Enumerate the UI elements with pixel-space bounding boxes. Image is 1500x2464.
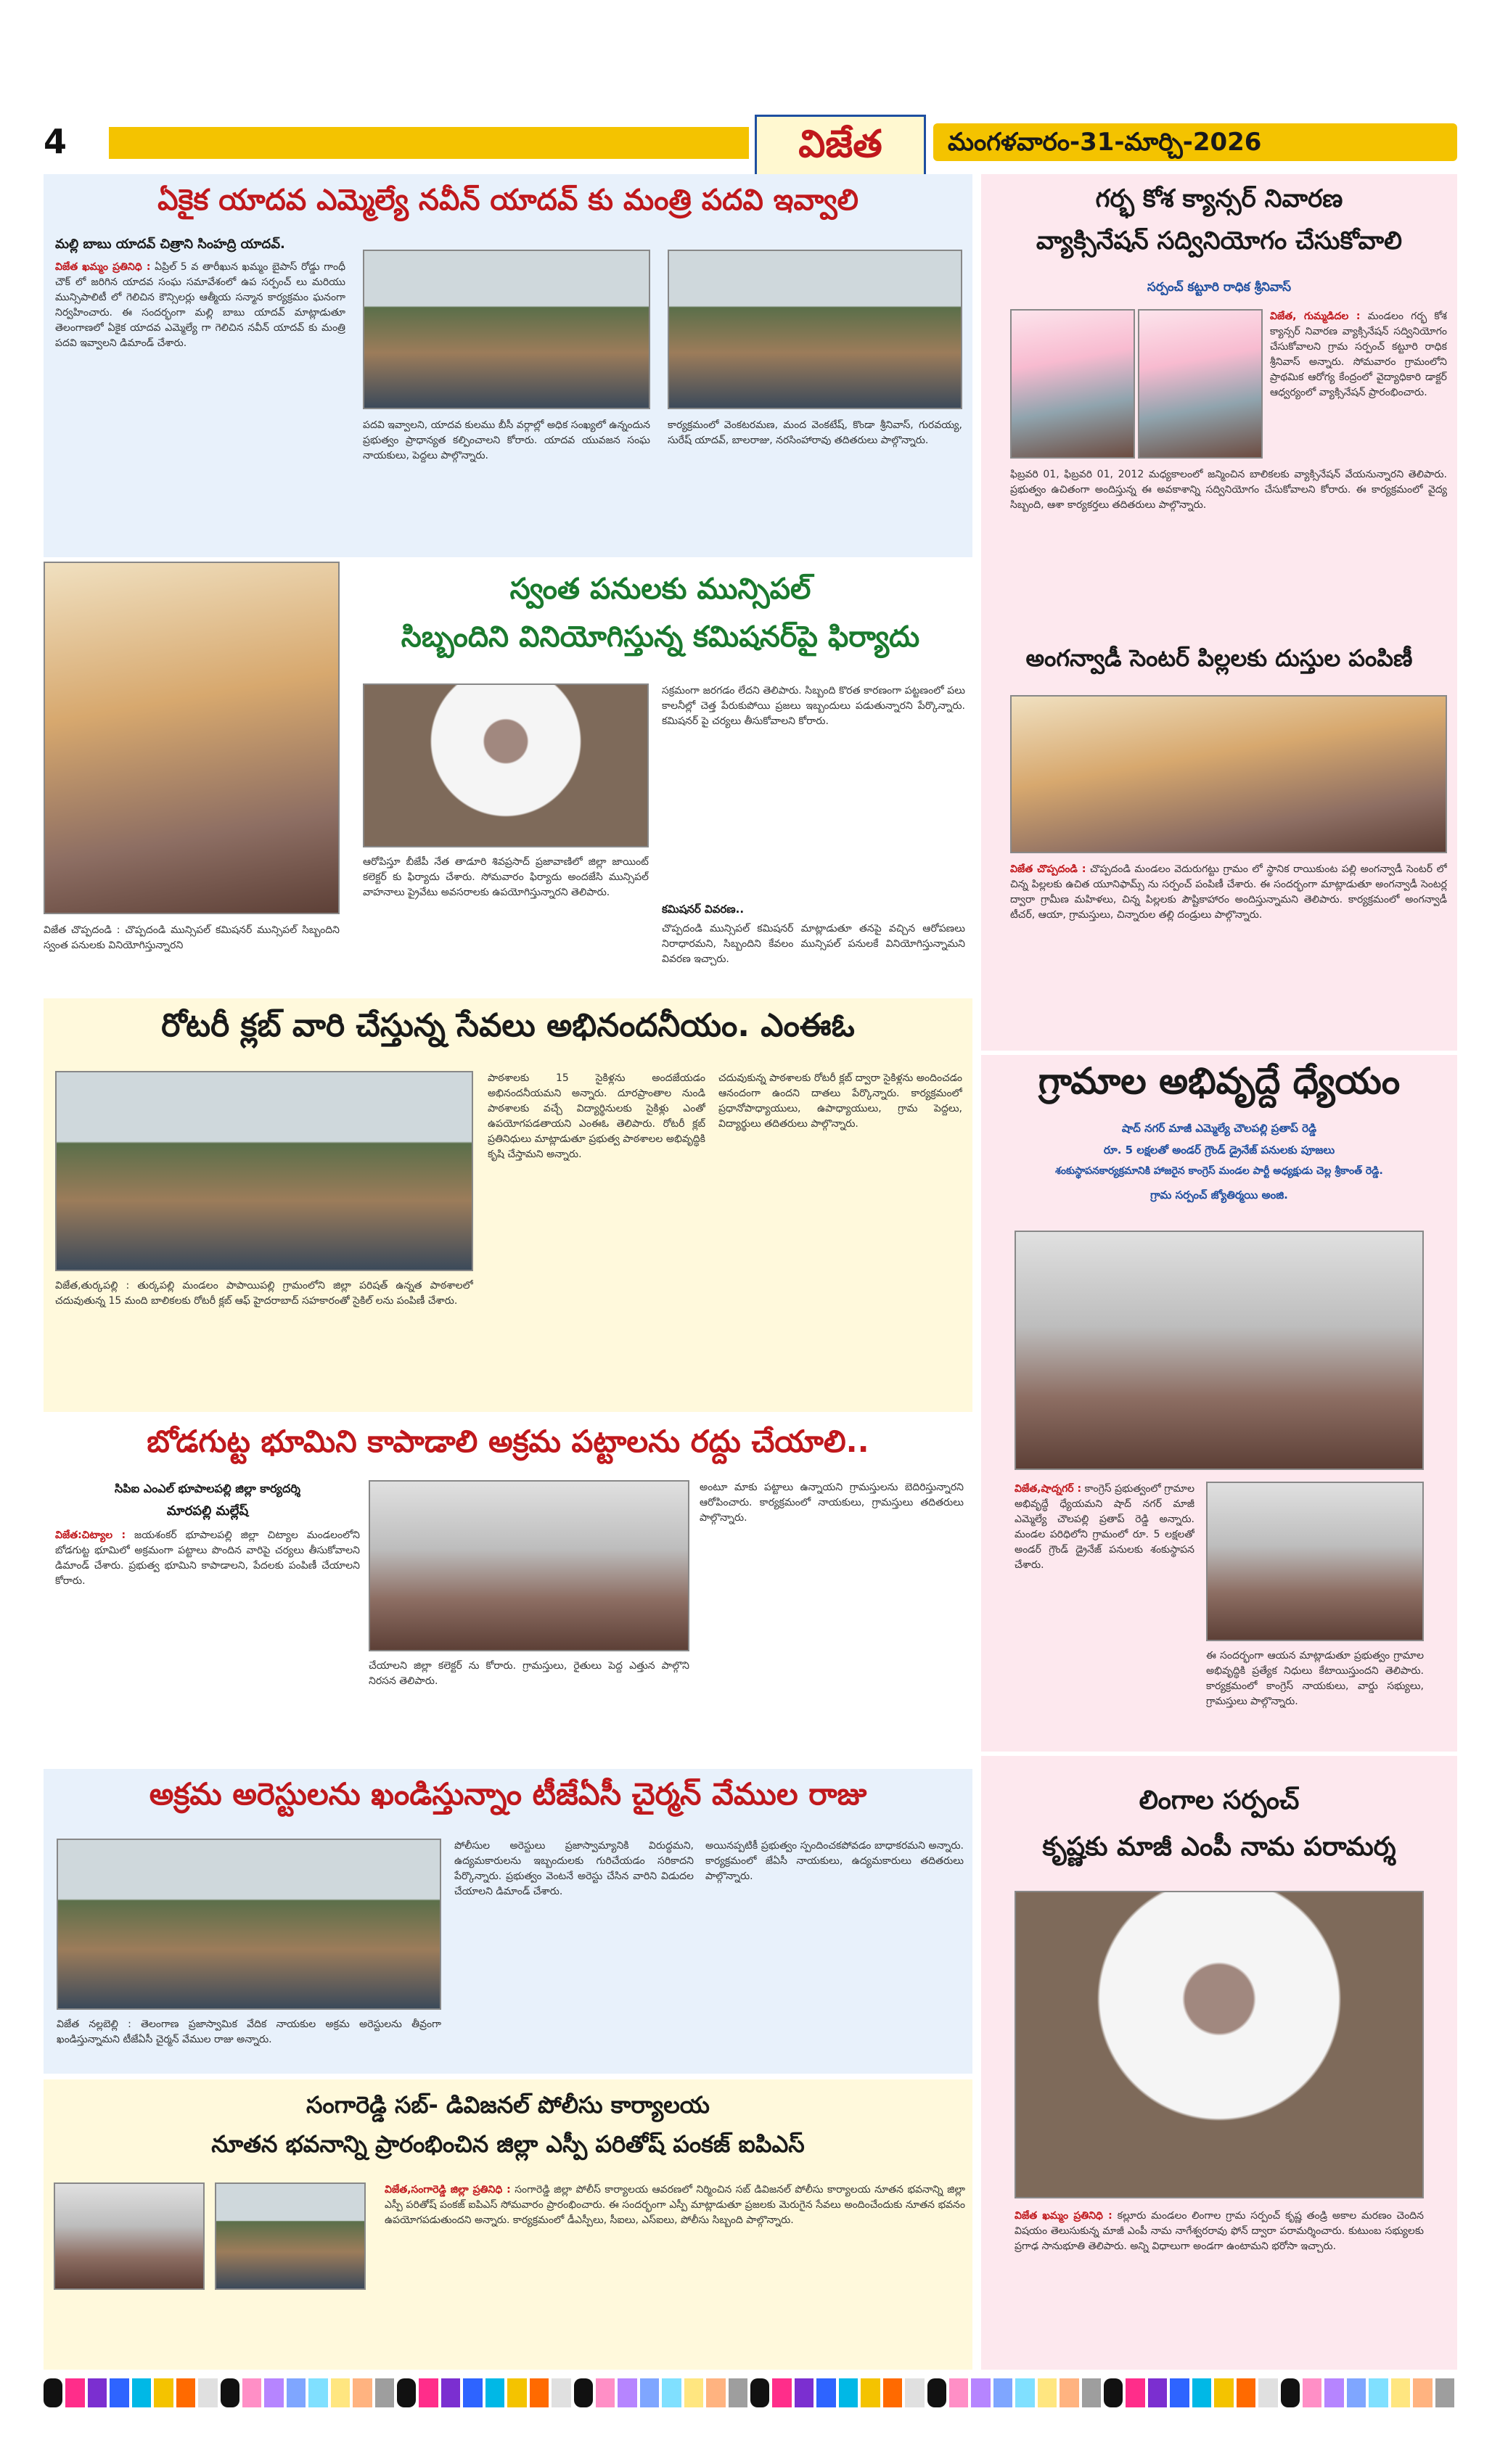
article-municipal-body-2: సక్రమంగా జరగడం లేదని తెలిపారు. సిబ్బంది కొరత కారణంగా పట్టణంలో పలు కాలనీల్లో చెత్త పేరుకుపోయి ప్రజలు ఇబ్బందులు పడుతున్నారని పేర్కొన్నారు. కమిషనర్ పై చర్యలు తీసుకోవాలని కోరారు. xyxy=(662,685,965,727)
article-bodagutta-text-1: జయశంకర్ భూపాలపల్లి జిల్లా చిట్యాల మండలంలోని బోడగుట్ట భూమిలో అక్రమంగా పట్టాలు పొందిన వారిపై చర్యలు తీసుకోవాలని డిమాండ్ చేశారు. ప్రభుత్వ భూమిని కాపాడాలని, పేదలకు పంపిణీ చేయాలని కోరారు. xyxy=(55,1529,360,1587)
article-anganwadi-photo xyxy=(1010,695,1447,853)
article-police-dateline: విజేత,సంగారెడ్డి జిల్లా ప్రతినిధి : xyxy=(385,2184,511,2196)
article-bodagutta-body-2: చేయాలని జిల్లా కలెక్టర్ ను కోరారు. గ్రామస్తులు, రైతులు పెద్ద ఎత్తున పాల్గొని నిరసన తెలిపారు. xyxy=(369,1660,689,1687)
article-cancer-headline-line-1: గర్భ కోశ క్యాన్సర్ నివారణ xyxy=(1095,184,1343,213)
color-swatch xyxy=(1192,2378,1211,2407)
color-swatch xyxy=(816,2378,835,2407)
article-arrests-caption: విజేత నల్లబెల్లి : తెలంగాణ ప్రజాస్వామిక వేదిక నాయకుల అక్రమ అరెస్టులను తీవ్రంగా ఖండిస్తున్నామని టీజేఏసీ చైర్మన్ వేముల రాజు అన్నారు. xyxy=(57,2019,441,2045)
color-swatch xyxy=(1060,2378,1078,2407)
article-anganwadi-body xyxy=(1010,862,1447,1043)
article-village-sub-2: రూ. 5 లక్షలతో అండర్ గ్రౌండ్ డ్రైనేజ్ పనులకు పూజలు xyxy=(1103,1143,1335,1157)
color-swatch xyxy=(1104,2378,1123,2407)
article-municipal-body-1: ఆరోపిస్తూ బీజేపీ నేత తాడూరి శివప్రసాద్ ప్రజావాణిలో జిల్లా జాయింట్ కలెక్టర్ కు ఫిర్యాదు చేశారు. సోమవారం ఫిర్యాదు అందజేసి మున్సిపల్ వాహనాలు ప్రైవేటు అవసరాలకు ఉపయోగిస్తున్నారని తెలిపారు. xyxy=(363,856,649,898)
color-swatch xyxy=(640,2378,659,2407)
article-yadav-body-2: పదవి ఇవ్వాలని, యాదవ కులము బీసీ వర్గాల్లో అధిక సంఖ్యలో ఉన్నందున ప్రభుత్వం ప్రాధాన్యత కల్పించాలని కోరారు. యాదవ యువజన సంఘ నాయకులు, పెద్దలు పాల్గొన్నారు. xyxy=(363,419,650,461)
color-swatch xyxy=(1126,2378,1144,2407)
article-cancer-headline-line-2: వ్యాక్సినేషన్ సద్వినియోగం చేసుకోవాలి xyxy=(1036,226,1403,255)
color-swatch xyxy=(1391,2378,1410,2407)
color-swatch xyxy=(1237,2378,1255,2407)
article-yadav-text-1: ఏప్రిల్ 5 వ తారీఖున ఖమ్మం బైపాస్ రోడ్డు గాంధీ చౌక్ లో జరిగిన యాదవ సంఘ సమావేశంలో ఉప సర్పంచ్ లు మరియు మున్సిపాలిటీ లో గెలిచిన కౌన్సిలర్లు ఆత్మీయ సన్మాన కార్యక్రమం ఘనంగా నిర్వహించారు. ఈ సందర్భంగా మల్లి బాబు యాదవ్ మాట్లాడుతూ తెలంగాణలో ఏకైక యాదవ ఎమ్మెల్యే గా గెలిచిన నవీన్ యాదవ్ కు మంత్రి పదవి ఇవ్వాలని డిమాండ్ చేశారు. xyxy=(55,261,345,349)
article-bodagutta-photo xyxy=(369,1480,689,1651)
color-swatch xyxy=(729,2378,747,2407)
article-village-sub-3: శంకుస్థాపనకార్యక్రమానికి హాజరైన కాంగ్రెస్ మండల పార్టీ అధ్యక్షుడు చెల్ల శ్రీకాంత్ రెడ్డి. xyxy=(1055,1165,1383,1177)
article-police-photo-2 xyxy=(215,2182,366,2290)
color-swatch xyxy=(463,2378,482,2407)
color-swatch xyxy=(441,2378,460,2407)
color-swatch xyxy=(1015,2378,1034,2407)
color-swatch xyxy=(706,2378,725,2407)
article-municipal-headline-line-2: సిబ్బందిని వినియోగిస్తున్న కమిషనర్‌పై ఫిర్యాదు xyxy=(401,620,920,654)
color-swatch xyxy=(1435,2378,1454,2407)
article-lingala xyxy=(981,1756,1457,2370)
color-swatch xyxy=(552,2378,570,2407)
article-bodagutta-sub-2: మారపల్లి మల్లేష్ xyxy=(166,1503,249,1519)
article-anganwadi-headline: అంగన్వాడీ సెంటర్ పిల్లలకు దుస్తుల పంపిణీ xyxy=(1025,644,1413,672)
color-swatch xyxy=(1082,2378,1101,2407)
color-swatch xyxy=(154,2378,173,2407)
article-rotary-body-2: చదువుకున్న పాఠశాలకు రోటరీ క్లబ్ ద్వారా సైకిళ్లను అందించడం ఆనందంగా ఉందని దాతలు పేర్కొన్నారు. కార్యక్రమంలో ప్రధానోపాధ్యాయులు, ఉపాధ్యాయులు, గ్రామ పెద్దలు, విద్యార్థులు తదితరులు పాల్గొన్నారు. xyxy=(718,1072,962,1130)
color-swatch xyxy=(65,2378,84,2407)
article-police-body xyxy=(385,2182,965,2364)
article-yadav xyxy=(44,174,972,557)
color-swatch xyxy=(242,2378,261,2407)
header-bar xyxy=(109,127,749,159)
article-arrests-headline: అక్రమ అరెస్టులను ఖండిస్తున్నాం టీజేఏసీ చైర్మన్ వేముల రాజు xyxy=(149,1776,867,1812)
article-village-body-1 xyxy=(1015,1482,1194,1747)
article-arrests-body-2: అయినప్పటికీ ప్రభుత్వం స్పందించకపోవడం బాధాకరమని అన్నారు. కార్యక్రమంలో జేఏసీ నాయకులు, ఉద్యమకారులు తదితరులు పాల్గొన్నారు. xyxy=(705,1840,964,1882)
article-municipal xyxy=(44,562,972,990)
article-municipal-photo-leader xyxy=(363,683,649,847)
article-police-headline-line-2: నూతన భవనాన్ని ప్రారంభించిన జిల్లా ఎస్పీ పరితోష్ పంకజ్ ఐపిఎస్ xyxy=(211,2130,805,2158)
article-yadav-body-3: కార్యక్రమంలో వెంకటరమణ, మంద వెంకటేష్, కొండా శ్రీనివాస్, గురవయ్య, సురేష్ యాదవ్, బాలరాజు, నరసింహారావు తదితరులు పాల్గొన్నారు. xyxy=(668,419,962,446)
article-bodagutta xyxy=(44,1419,972,1765)
color-swatch xyxy=(750,2378,769,2407)
article-bodagutta-headline: బోడగుట్ట భూమిని కాపాడాలి అక్రమ పట్టాలను రద్దు చేయాలి.. xyxy=(147,1424,869,1459)
article-lingala-text: కల్లూరు మండలం లింగాల గ్రామ సర్పంచ్ కృష్ణ తండ్రి అకాల మరణం చెందిన విషయం తెలుసుకున్న మాజీ ఎంపీ నామ నాగేశ్వరరావు ఫోన్ ద్వారా పరామర్శించారు. కుటుంబ సభ్యులకు ప్రగాఢ సానుభూతి తెలిపారు. అన్ని విధాలుగా అండగా ఉంటామని భరోసా ఇచ్చారు. xyxy=(1015,2210,1424,2252)
color-swatch xyxy=(221,2378,239,2407)
color-swatch xyxy=(574,2378,593,2407)
article-cancer-body-2: ఫిబ్రవరి 01, ఫిబ్రవరి 01, 2012 మధ్యకాలంలో జన్మించిన బాలికలకు వ్యాక్సినేషన్ వేయనున్నారని తెలిపారు. ప్రభుత్వం ఉచితంగా అందిస్తున్న ఈ అవకాశాన్ని సద్వినియోగం చేసుకోవాలని కోరారు. ఈ కార్యక్రమంలో వైద్య సిబ్బంది, ఆశా కార్యకర్తలు తదితరులు పాల్గొన్నారు. xyxy=(1010,469,1447,511)
color-swatch xyxy=(949,2378,968,2407)
color-swatch xyxy=(1369,2378,1388,2407)
color-swatch xyxy=(1347,2378,1366,2407)
article-municipal-body-3: చొప్పదండి మున్సిపల్ కమిషనర్ మాట్లాడుతూ తనపై వచ్చిన ఆరోపణలు నిరాధారమని, సిబ్బందిని కేవలం మున్సిపల్ పనులకే వినియోగిస్తున్నామని వివరణ ఇచ్చారు. xyxy=(662,923,965,965)
article-yadav-photo-2 xyxy=(668,250,962,409)
color-swatch xyxy=(861,2378,880,2407)
article-village-photo-1 xyxy=(1015,1231,1424,1470)
color-swatch xyxy=(662,2378,681,2407)
article-bodagutta-body-1 xyxy=(55,1528,360,1759)
article-lingala-body xyxy=(1015,2209,1424,2364)
color-swatch xyxy=(839,2378,858,2407)
color-swatch xyxy=(1258,2378,1277,2407)
color-swatch xyxy=(44,2378,62,2407)
color-swatch xyxy=(1038,2378,1057,2407)
article-rotary-headline: రోటరీ క్లబ్ వారి చేస్తున్న సేవలు అభినందనీయం. ఎంఈఓ xyxy=(161,1007,855,1044)
color-swatch xyxy=(88,2378,107,2407)
color-swatch xyxy=(1281,2378,1300,2407)
color-registration-strip xyxy=(44,2378,1457,2407)
color-swatch xyxy=(331,2378,350,2407)
article-police-text: సంగారెడ్డి జిల్లా పోలీస్ కార్యాలయ ఆవరణలో నిర్మించిన సబ్ డివిజనల్ పోలీసు కార్యాలయ నూతన భవనాన్ని జిల్లా ఎస్పీ పరితోష్ పంకజ్ ఐపిఎస్ సోమవారం ప్రారంభించారు. ఈ సందర్భంగా ఎస్పీ మాట్లాడుతూ ప్రజలకు మెరుగైన సేవలు అందించేందుకు నూతన భవనం ఉపయోగపడుతుందని అన్నారు. కార్యక్రమంలో డీఎస్పీలు, సీఐలు, ఎస్ఐలు, పోలీసు సిబ్బంది పాల్గొన్నారు. xyxy=(385,2184,965,2226)
article-village-sub-1: షాద్ నగర్ మాజీ ఎమ్మెల్యే చౌలపల్లి ప్రతాప్ రెడ్డి xyxy=(1121,1122,1317,1135)
color-swatch xyxy=(1324,2378,1343,2407)
article-yadav-headline: ఏకైక యాదవ ఎమ్మెల్యే నవీన్ యాదవ్ కు మంత్రి పదవి ఇవ్వాలి xyxy=(157,184,858,217)
article-bodagutta-body-3: అంటూ మాకు పట్టాలు ఉన్నాయని గ్రామస్తులను బెదిరిస్తున్నారని ఆరోపించారు. కార్యక్రమంలో నాయకులు, గ్రామస్తులు తదితరులు పాల్గొన్నారు. xyxy=(700,1482,964,1524)
color-swatch xyxy=(883,2378,902,2407)
article-cancer-photo-1 xyxy=(1010,309,1135,459)
color-swatch xyxy=(397,2378,416,2407)
article-yadav-body-1 xyxy=(55,260,345,550)
article-yadav-subheading: మల్లి బాబు యాదవ్ చిత్రాని సింహద్రి యాదవ్. xyxy=(55,237,285,252)
color-swatch xyxy=(485,2378,504,2407)
article-police-headline-line-1: సంగారెడ్డి సబ్- డివిజనల్ పోలీసు కార్యాలయ xyxy=(306,2091,710,2119)
article-police xyxy=(44,2079,972,2370)
article-arrests-body-1: పోలీసుల అరెస్టులు ప్రజాస్వామ్యానికి విరుద్ధమని, ఉద్యమకారులను ఇబ్బందులకు గురిచేయడం సరికాదని పేర్కొన్నారు. ప్రభుత్వం వెంటనే అరెస్టు చేసిన వారిని విడుదల చేయాలని డిమాండ్ చేశారు. xyxy=(454,1840,694,1897)
article-village-photo-2 xyxy=(1206,1482,1424,1641)
color-swatch xyxy=(530,2378,549,2407)
paper-masthead: విజేత xyxy=(755,115,926,177)
color-swatch xyxy=(618,2378,636,2407)
article-cancer xyxy=(981,174,1457,668)
color-swatch xyxy=(1170,2378,1189,2407)
issue-date: మంగళవారం-31-మార్చి-2026 xyxy=(933,123,1457,161)
color-swatch xyxy=(772,2378,791,2407)
article-cancer-subheading: సర్పంచ్ కట్టూరి రాధిక శ్రీనివాస్ xyxy=(1147,280,1292,295)
color-swatch xyxy=(287,2378,306,2407)
article-arrests xyxy=(44,1769,972,2074)
article-anganwadi-text: చొప్పదండి మండలం వెదురుగట్టు గ్రామం లో స్థానిక రాయికుంట పల్లి అంగన్వాడీ సెంటర్ లో చిన్న పిల్లలకు ఉచిత యూనిఫామ్స్ ను సర్పంచ్ పంపిణీ చేశారు. ఈ సందర్భంగా మాట్లాడుతూ అంగన్వాడీ సెంటర్ల ద్వారా గ్రామీణ మహిళలు, చిన్న పిల్లలకు పౌష్టికాహారం అందిస్తున్నామని తెలిపారు. కార్యక్రమంలో అంగన్వాడీ టీచర్, ఆయా, గ్రామస్తులు, చిన్నారుల తల్లి దండ్రులు పాల్గొన్నారు. xyxy=(1010,863,1447,921)
color-swatch xyxy=(1214,2378,1233,2407)
article-village-sub-4: గ్రామ సర్పంచ్ జ్యోతిర్మయి అంజి. xyxy=(1150,1188,1288,1202)
color-swatch xyxy=(353,2378,372,2407)
color-swatch xyxy=(110,2378,128,2407)
color-swatch xyxy=(132,2378,151,2407)
article-rotary-photo xyxy=(55,1071,473,1271)
color-swatch xyxy=(927,2378,946,2407)
article-rotary-caption: విజేత,తుర్కపల్లి : తుర్కపల్లి మండలం పాపాయిపల్లి గ్రామంలోని జిల్లా పరిషత్ ఉన్నత పాఠశాలలో చదువుతున్న 15 మంది బాలికలకు రోటరీ క్లబ్ ఆఫ్ హైదరాబాద్ సహకారంతో సైకిల్ లను పంపిణీ చేశారు. xyxy=(55,1280,473,1307)
article-village xyxy=(981,1055,1457,1752)
article-village-text-1: కాంగ్రెస్ ప్రభుత్వంలో గ్రామాల అభివృద్ధే ధ్యేయమని షాద్ నగర్ మాజీ ఎమ్మెల్యే చౌలపల్లి ప్రతాప్ రెడ్డి అన్నారు. మండల పరిధిలోని గ్రామంలో రూ. 5 లక్షలతో అండర్ గ్రౌండ్ డ్రైనేజ్ పనులకు శంకుస్థాపన చేశారు. xyxy=(1015,1483,1194,1571)
article-yadav-photo-1 xyxy=(363,250,650,409)
article-lingala-photo xyxy=(1015,1891,1424,2198)
color-swatch xyxy=(375,2378,394,2407)
article-village-body-2: ఈ సందర్భంగా ఆయన మాట్లాడుతూ ప్రభుత్వం గ్రామాల అభివృద్ధికి ప్రత్యేక నిధులు కేటాయిస్తుందని తెలిపారు. కార్యక్రమంలో కాంగ్రెస్ నాయకులు, వార్డు సభ్యులు, గ్రామస్తులు పాల్గొన్నారు. xyxy=(1206,1650,1424,1707)
color-swatch xyxy=(176,2378,195,2407)
article-municipal-caption: విజేత చొప్పదండి : చొప్పదండి మున్సిపల్ కమిషనర్ మున్సిపల్ సిబ్బందిని స్వంత పనులకు వినియోగిస్తున్నారని xyxy=(44,924,340,951)
article-village-headline: గ్రామాల అభివృద్దే ధ్యేయం xyxy=(1038,1060,1401,1102)
article-police-photo-1 xyxy=(54,2182,205,2290)
color-swatch xyxy=(596,2378,615,2407)
article-cancer-dateline: విజేత, గుమ్మడిదల : xyxy=(1270,311,1361,322)
article-cancer-text-1: మండలం గర్భ కోశ క్యాన్సర్ నివారణ వ్యాక్సినేషన్ సద్వినియోగం చేసుకోవాలని గ్రామ సర్పంచ్ కట్టూరి రాధిక శ్రీనివాస్ అన్నారు. సోమవారం గ్రామంలోని ప్రాథమిక ఆరోగ్య కేంద్రంలో వైద్యాధికారి డాక్టర్ ఆధ్వర్యంలో వ్యాక్సినేషన్ ప్రారంభించారు. xyxy=(1270,311,1447,398)
color-swatch xyxy=(1303,2378,1321,2407)
color-swatch xyxy=(905,2378,924,2407)
page-number: 4 xyxy=(44,122,67,161)
article-lingala-headline-line-1: లింగాల సర్పంచ్ xyxy=(1139,1786,1300,1815)
article-anganwadi-dateline: విజేత చొప్పదండి : xyxy=(1010,863,1086,875)
article-lingala-dateline: విజేత ఖమ్మం ప్రతినిధి : xyxy=(1015,2210,1112,2222)
color-swatch xyxy=(507,2378,526,2407)
article-rotary-body-1: పాఠశాలకు 15 సైకిళ్లను అందజేయడం అభినందనీయమని అన్నారు. దూరప్రాంతాల నుండి పాఠశాలకు వచ్చే విద్యార్థినులకు సైకిళ్లు ఎంతో ఉపయోగపడతాయని ఎంఈఓ తెలిపారు. రోటరీ క్లబ్ ప్రతినిధులు మాట్లాడుతూ ప్రభుత్వ పాఠశాలల అభివృద్ధికి కృషి చేస్తామని అన్నారు. xyxy=(488,1072,705,1160)
color-swatch xyxy=(993,2378,1012,2407)
article-municipal-headline-line-1: స్వంత పనులకు మున్సిపల్ xyxy=(509,572,811,606)
article-arrests-photo xyxy=(57,1839,441,2010)
color-swatch xyxy=(971,2378,990,2407)
color-swatch xyxy=(684,2378,703,2407)
article-rotary xyxy=(44,998,972,1412)
article-cancer-body-1 xyxy=(1270,309,1447,459)
article-lingala-headline-line-2: కృష్ణకు మాజీ ఎంపీ నామ పరామర్శ xyxy=(1042,1832,1396,1862)
color-swatch xyxy=(1148,2378,1167,2407)
article-municipal-subhead: కమిషనర్ వివరణ.. xyxy=(662,903,745,916)
color-swatch xyxy=(795,2378,813,2407)
color-swatch xyxy=(308,2378,327,2407)
article-village-dateline: విజేత,షాద్నగర్ : xyxy=(1015,1483,1082,1495)
article-bodagutta-dateline: విజేత:చిట్యాల : xyxy=(55,1529,126,1541)
article-yadav-dateline: విజేత ఖమ్మం ప్రతినిధి : xyxy=(55,261,151,273)
article-municipal-photo-complainant xyxy=(44,562,340,914)
color-swatch xyxy=(419,2378,438,2407)
article-anganwadi xyxy=(981,633,1457,1051)
article-bodagutta-sub-1: సిపిఐ ఎంఎల్ భూపాలపల్లి జిల్లా కార్యదర్శి xyxy=(114,1482,301,1495)
color-swatch xyxy=(198,2378,217,2407)
color-swatch xyxy=(1413,2378,1432,2407)
article-cancer-photo-2 xyxy=(1138,309,1263,459)
color-swatch xyxy=(264,2378,283,2407)
